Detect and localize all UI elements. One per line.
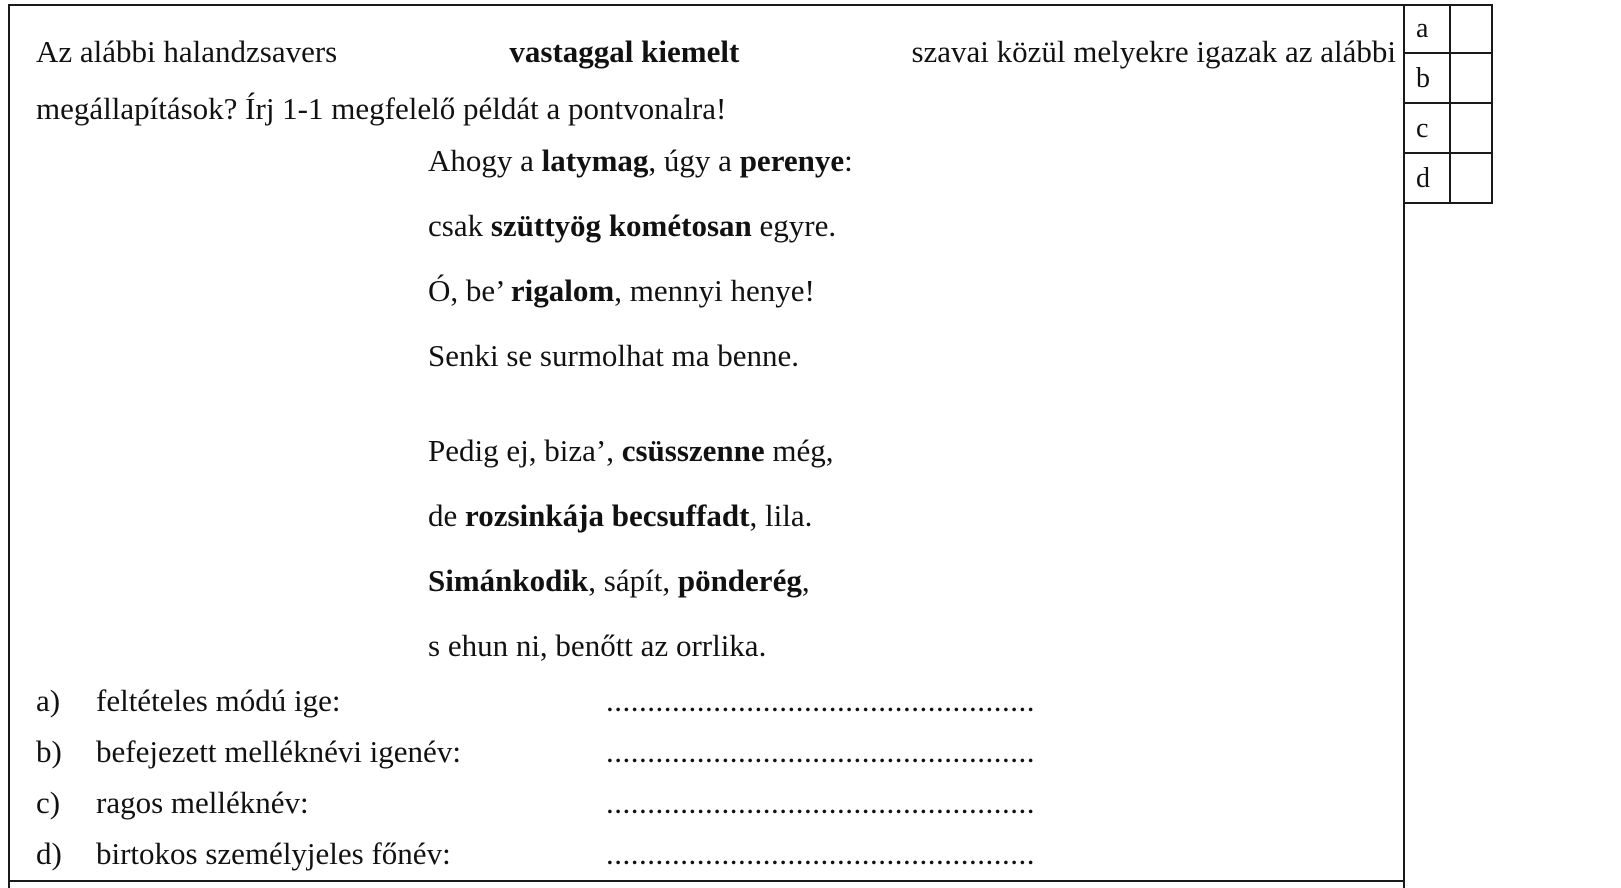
poem-text: , sápít,	[588, 563, 678, 598]
poem-text: , mennyi henye!	[614, 273, 815, 308]
score-label-a: a	[1416, 13, 1429, 44]
poem-text: s ehun ni, benőtt az orrlika.	[428, 628, 767, 663]
answer-blank[interactable]: ....................................................	[606, 683, 1035, 718]
poem-text	[604, 498, 612, 533]
question-line-2: megállapítások? Írj 1-1 megfelelő példát a pontvonalra!	[36, 91, 727, 126]
poem-text	[601, 208, 609, 243]
frame-top-border	[8, 4, 1405, 6]
poem-bold-word: csüsszenne	[621, 433, 765, 468]
poem-bold-word: latymag	[541, 143, 649, 178]
poem-text: csak	[428, 208, 491, 243]
poem-text: , lila.	[749, 498, 813, 533]
poem-text: egyre.	[751, 208, 837, 243]
poem-bold-word: pönderég	[677, 563, 802, 598]
poem-text: Ó, be’	[428, 273, 511, 308]
poem-text: Ahogy a	[428, 143, 542, 178]
poem-text: de	[428, 498, 466, 533]
score-table-bottom	[1403, 202, 1493, 204]
poem-text: még,	[764, 433, 834, 468]
question-intro: Az alábbi halandzsavers	[36, 34, 346, 69]
poem-line	[428, 206, 836, 246]
question-emphasis: vastaggal kiemelt	[509, 34, 740, 69]
poem-bold-word: szüttyög	[490, 208, 602, 243]
question-line-1	[36, 32, 1396, 72]
frame-bottom-border	[8, 880, 1405, 882]
poem-text: , úgy a	[648, 143, 740, 178]
poem-bold-word: rozsinkája	[465, 498, 604, 533]
score-table-row-divider	[1403, 152, 1493, 154]
answer-label: befejezett melléknévi igenév:	[96, 734, 461, 769]
answer-letter: a)	[36, 683, 61, 718]
poem-text: :	[844, 143, 853, 178]
poem-line	[428, 561, 810, 601]
frame-right-border	[1403, 4, 1405, 888]
poem-line	[428, 626, 766, 666]
score-table-row-divider	[1403, 102, 1493, 104]
score-table-middle	[1449, 4, 1451, 204]
answer-row-a	[0, 681, 1400, 721]
score-label-c: c	[1416, 113, 1429, 144]
answer-letter: c)	[36, 785, 61, 820]
answer-blank[interactable]: ....................................................	[606, 734, 1035, 769]
answer-blank[interactable]: ....................................................	[606, 785, 1035, 820]
score-label-d: d	[1416, 163, 1430, 194]
score-label-b: b	[1416, 63, 1430, 94]
poem-bold-word: becsuffadt	[611, 498, 750, 533]
answer-row-b	[0, 732, 1400, 772]
answer-blank[interactable]: ....................................................	[606, 836, 1035, 871]
answer-letter: d)	[36, 836, 62, 871]
score-table-right	[1491, 4, 1493, 204]
poem-bold-word: Simánkodik	[428, 563, 589, 598]
poem-text: Pedig ej, biza’,	[428, 433, 622, 468]
answer-label: ragos melléknév:	[96, 785, 309, 820]
poem-text: ,	[801, 563, 810, 598]
answer-row-d	[0, 834, 1400, 874]
answer-label: feltételes módú ige:	[96, 683, 341, 718]
poem-line	[428, 496, 812, 536]
answer-letter: b)	[36, 734, 62, 769]
poem-line	[428, 431, 834, 471]
score-table-row-divider	[1403, 52, 1493, 54]
poem-bold-word: perenye	[739, 143, 845, 178]
answer-label: birtokos személyjeles főnév:	[96, 836, 451, 871]
poem-line	[428, 271, 815, 311]
question-rest: szavai közül melyekre igazak az alábbi	[903, 34, 1396, 69]
poem-bold-word: rigalom	[510, 273, 615, 308]
poem-line	[428, 141, 853, 181]
answer-row-c	[0, 783, 1400, 823]
poem-text: Senki se surmolhat ma benne.	[428, 338, 800, 373]
poem-line	[428, 336, 799, 376]
poem-bold-word: kométosan	[608, 208, 752, 243]
